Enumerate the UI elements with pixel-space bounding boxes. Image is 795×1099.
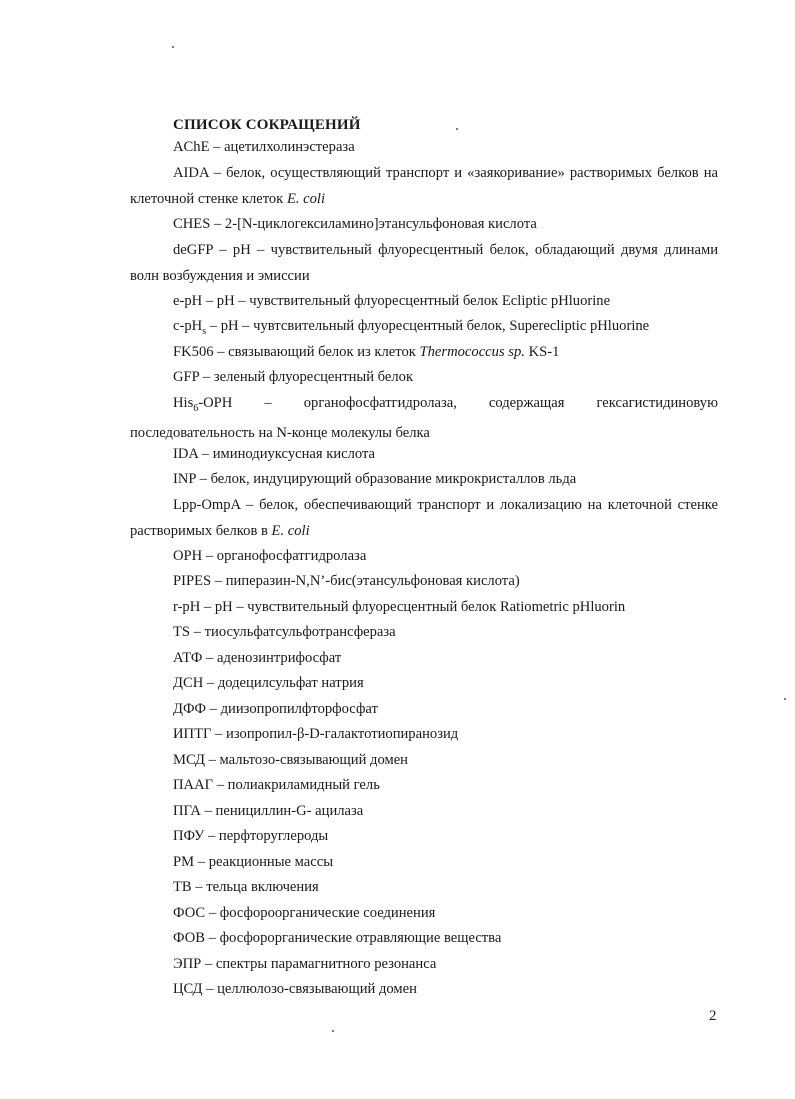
- entry-abbr: ЭПР: [173, 956, 202, 972]
- entry-abbr-tail: -OPH: [198, 395, 233, 411]
- entry-def: спектры парамагнитного резонанса: [215, 956, 437, 972]
- entry-abbr: His: [173, 395, 194, 411]
- entry-def: ацетилхолинэстераза: [224, 139, 355, 155]
- entry-abbr: TS: [173, 624, 191, 640]
- entry-abbr: IDA: [173, 446, 199, 462]
- entry-oph: OPH – органофосфатгидролаза: [173, 548, 367, 564]
- entry-epr: ЭПР – спектры парамагнитного резонанса: [173, 956, 437, 972]
- entry-aida: AIDA – белок, осуществляющий транспорт и «заякоривание» растворимых белков на клеточной стенке клеток E. coli: [130, 165, 719, 207]
- entry-def: фосфороорганические соединения: [219, 905, 436, 921]
- entry-def: тельца включения: [206, 879, 319, 895]
- entry-rm: РМ – реакционные массы: [173, 854, 334, 870]
- entry-def: pH – чувствительный флуоресцентный белок Ratiometric pHluorin: [214, 599, 626, 615]
- entry-def: аденозинтрифосфат: [216, 650, 342, 666]
- entry-def: pH – чувствительный флуоресцентный белок Ecliptic pHluorine: [216, 293, 611, 309]
- entry-abbr: e-pH: [173, 293, 203, 309]
- entry-pga: ПГА – пенициллин-G- ацилаза: [173, 803, 364, 819]
- entry-abbr: GFP: [173, 369, 200, 385]
- entry-abbr: ТВ: [173, 879, 192, 895]
- entry-abbr: ФОС: [173, 905, 206, 921]
- entry-e-ph: e-pH – pH – чувствительный флуоресцентный белок Ecliptic pHluorine: [173, 293, 611, 309]
- entry-def: белок, индуцирующий образование микрокристаллов льда: [210, 471, 577, 487]
- entry-his6-oph: His$_6$-OPH – органофосфатгидролаза, содержащая гексагистидиновую последовательность на N-конце молекулы белка: [130, 395, 718, 442]
- entry-abbr: c-pH: [173, 318, 203, 334]
- page-title: СПИСОК СОКРАЩЕНИЙ: [173, 117, 361, 133]
- entry-dsn: ДСН – додецилсульфат натрия: [173, 675, 364, 691]
- scan-speck: [332, 1030, 334, 1032]
- entry-abbr: ПГА: [173, 803, 201, 819]
- entry-ida: IDA – иминодиуксусная кислота: [173, 446, 376, 462]
- entry-r-ph: r-pH – pH – чувствительный флуоресцентный белок Ratiometric pHluorin: [173, 599, 626, 615]
- entry-def: тиосульфатсульфотрансфераза: [204, 624, 396, 640]
- entry-abbr: МСД: [173, 752, 205, 768]
- entry-def: связывающий белок из клеток: [228, 344, 416, 360]
- entry-abbr: ЦСД: [173, 981, 203, 997]
- entry-def: мальтозо-связывающий домен: [219, 752, 408, 768]
- entry-ts: TS – тиосульфатсульфотрансфераза: [173, 624, 396, 640]
- entry-def: полиакриламидный гель: [227, 777, 380, 793]
- entry-inp: INP – белок, индуцирующий образование микрокристаллов льда: [173, 471, 577, 487]
- entry-def: pH – чувтсвительный флуоресцентный белок, Superecliptic pHluorine: [220, 318, 650, 334]
- entry-abbr: FK506: [173, 344, 214, 360]
- entry-abbr: AChE: [173, 139, 210, 155]
- entry-def: 2-[N-циклогексиламино]этансульфоновая кислота: [224, 216, 537, 232]
- entry-atf: АТФ – аденозинтрифосфат: [173, 650, 342, 666]
- entry-abbr: ИПТГ: [173, 726, 212, 742]
- entry-abbr: ДФФ: [173, 701, 207, 717]
- entry-abbr: INP: [173, 471, 196, 487]
- entry-dff: ДФФ – диизопропилфторфосфат: [173, 701, 378, 717]
- scan-speck: [784, 698, 786, 700]
- entry-def: пиперазин-N,N’-бис(этансульфоновая кислота): [225, 573, 520, 589]
- scan-speck: [172, 46, 174, 48]
- entry-def: диизопропилфторфосфат: [220, 701, 378, 717]
- entry-degfp: deGFP – pH – чувствительный флуоресцентный белок, обладающий двумя длинами волн возбуждения и эмиссии: [130, 242, 719, 284]
- entry-def: целлюлозо-связывающий домен: [217, 981, 417, 997]
- entry-def-italic: Thermococcus sp.: [419, 344, 525, 360]
- entry-abbr: AIDA: [173, 165, 209, 181]
- entry-c-ph: $c-pH_s$ – pH – чувтсвительный флуоресцентный белок, Superecliptic pHluorine: [173, 318, 650, 337]
- entry-def: изопропил-β-D-галактотиопиранозид: [226, 726, 459, 742]
- entry-def: pH – чувствительный флуоресцентный белок, обладающий двумя длинами волн возбуждения и эмиссии: [130, 242, 719, 284]
- entry-gfp: GFP – зеленый флуоресцентный белок: [173, 369, 414, 385]
- entry-def-tail: KS-1: [528, 344, 560, 360]
- entry-ches: CHES – 2-[N-циклогексиламино]этансульфоновая кислота: [173, 216, 537, 232]
- entry-abbr: РМ: [173, 854, 195, 870]
- entry-abbr: CHES: [173, 216, 211, 232]
- entry-fos: ФОС – фосфороорганические соединения: [173, 905, 436, 921]
- entry-tv: ТВ – тельца включения: [173, 879, 319, 895]
- entry-abbr: OPH: [173, 548, 203, 564]
- entry-fk506: FK506 – связывающий белок из клеток Thermococcus sp. KS-1: [173, 344, 560, 360]
- entry-abbr: АТФ: [173, 650, 203, 666]
- entry-abbr-sub: s: [202, 325, 207, 337]
- entry-paag: ПААГ – полиакриламидный гель: [173, 777, 380, 793]
- entry-def: белок, обеспечивающий транспорт и локализацию на клеточной стенке растворимых белков в: [130, 497, 718, 539]
- entry-abbr: PIPES: [173, 573, 212, 589]
- entry-def: пенициллин-G- ацилаза: [215, 803, 364, 819]
- entry-def: органофосфатгидролаза: [216, 548, 367, 564]
- entry-lpp-ompa: Lpp-OmpA – белок, обеспечивающий транспорт и локализацию на клеточной стенке растворимых белков в E. coli: [130, 497, 718, 539]
- entry-abbr: ПААГ: [173, 777, 214, 793]
- entry-tssd: ЦСД – целлюлозо-связывающий домен: [173, 981, 417, 997]
- entry-pipes: PIPES – пиперазин-N,N’-бис(этансульфоновая кислота): [173, 573, 520, 589]
- entry-def: додецилсульфат натрия: [217, 675, 364, 691]
- entry-abbr: deGFP: [173, 242, 214, 258]
- page-number: 2: [709, 1008, 717, 1024]
- entry-def-italic: E. coli: [286, 190, 326, 207]
- entry-iptg: ИПТГ – изопропил-β-D-галактотиопиранозид: [173, 726, 459, 742]
- entry-ache: AChE – ацетилхолинэстераза: [173, 139, 355, 155]
- entry-abbr-sub: 6: [193, 402, 199, 414]
- entry-def: органофосфатгидролаза, содержащая гексагистидиновую последовательность на N-конце молекулы белка: [130, 395, 718, 442]
- scan-speck: [456, 128, 458, 130]
- entry-abbr: ПФУ: [173, 828, 205, 844]
- entry-def: перфторуглероды: [218, 828, 329, 844]
- entry-abbr: ФОВ: [173, 930, 205, 946]
- entry-def: белок, осуществляющий транспорт и «заякоривание» растворимых белков на клеточной стенке клеток: [130, 165, 719, 207]
- entry-def: зеленый флуоресцентный белок: [213, 369, 414, 385]
- entry-msd: МСД – мальтозо-связывающий домен: [173, 752, 408, 768]
- entry-pfu: ПФУ – перфторуглероды: [173, 828, 329, 844]
- entry-def: фосфорорганические отравляющие вещества: [219, 930, 502, 946]
- entry-def: реакционные массы: [208, 854, 334, 870]
- entry-abbr: ДСН: [173, 675, 204, 691]
- entry-fov: ФОВ – фосфорорганические отравляющие вещества: [173, 930, 502, 946]
- entry-def-italic: E. coli: [271, 522, 310, 539]
- entry-abbr: r-pH: [173, 599, 201, 615]
- entry-def: иминодиуксусная кислота: [212, 446, 376, 462]
- entry-abbr: Lpp-OmpA: [173, 497, 241, 513]
